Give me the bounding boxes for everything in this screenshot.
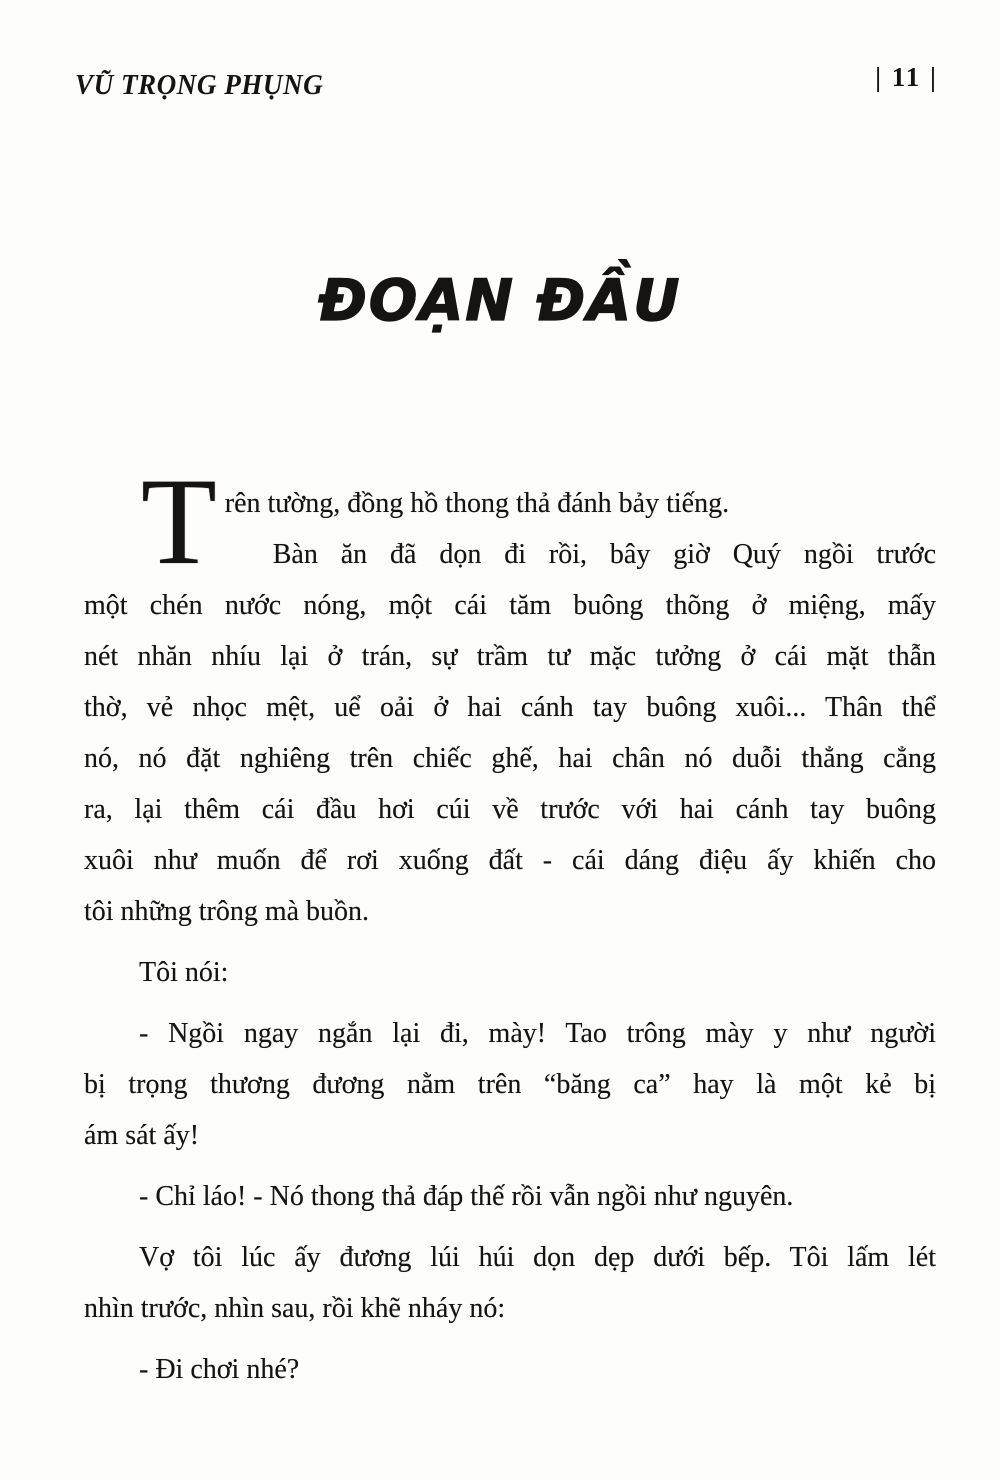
author-name: VŨ TRỌNG PHỤNG	[75, 70, 324, 101]
text-line: - Chỉ láo! - Nó thong thả đáp thế rồi vẫn ngồi như nguyên.	[139, 1181, 794, 1212]
paragraph	[84, 529, 936, 937]
text-line: ra, lại thêm cái đầu hơi cúi về trước với hai cánh tay buông	[84, 794, 936, 825]
text-line: nhìn trước, nhìn sau, rồi khẽ nháy nó:	[84, 1293, 506, 1324]
paragraph	[84, 1008, 936, 1161]
text-line: nó, nó đặt nghiêng trên chiếc ghế, hai chân nó duỗi thẳng cẳng	[84, 743, 936, 774]
text-line: một chén nước nóng, một cái tăm buông thõng ở miệng, mấy	[84, 590, 936, 621]
text-line: bị trọng thương đương nằm trên “băng ca” hay là một kẻ bị	[84, 1069, 936, 1100]
paragraph	[84, 1171, 936, 1222]
drop-cap: T	[141, 453, 217, 590]
chapter-title: ĐOẠN ĐẦU	[318, 268, 682, 334]
running-header	[75, 62, 938, 102]
paragraph	[84, 947, 936, 998]
text-line: - Ngồi ngay ngắn lại đi, mày! Tao trông mày y như người	[139, 1018, 936, 1049]
paragraph	[84, 1232, 936, 1334]
text-line: nét nhăn nhíu lại ở trán, sự trầm tư mặc tưởng ở cái mặt thẫn	[84, 641, 936, 672]
page-number: | 11 |	[875, 62, 938, 92]
text-line: ám sát ấy!	[84, 1120, 200, 1151]
text-line: thờ, vẻ nhọc mệt, uể oải ở hai cánh tay buông xuôi... Thân thể	[84, 692, 936, 723]
body-text	[84, 453, 936, 1395]
paragraph	[84, 1344, 936, 1395]
text-line: Tôi nói:	[139, 957, 229, 988]
text-line: tôi những trông mà buồn.	[84, 896, 370, 927]
text-line: xuôi như muốn để rơi xuống đất - cái dáng điệu ấy khiến cho	[84, 845, 936, 876]
text-line: - Đi chơi nhé?	[139, 1354, 300, 1385]
text-line: rên tường, đồng hồ thong thả đánh bảy tiếng.	[224, 488, 730, 519]
text-line: Bàn ăn đã dọn đi rồi, bây giờ Quý ngồi trước	[272, 539, 936, 570]
text-line: Vợ tôi lúc ấy đương lúi húi dọn dẹp dưới bếp. Tôi lấm lét	[139, 1242, 936, 1273]
